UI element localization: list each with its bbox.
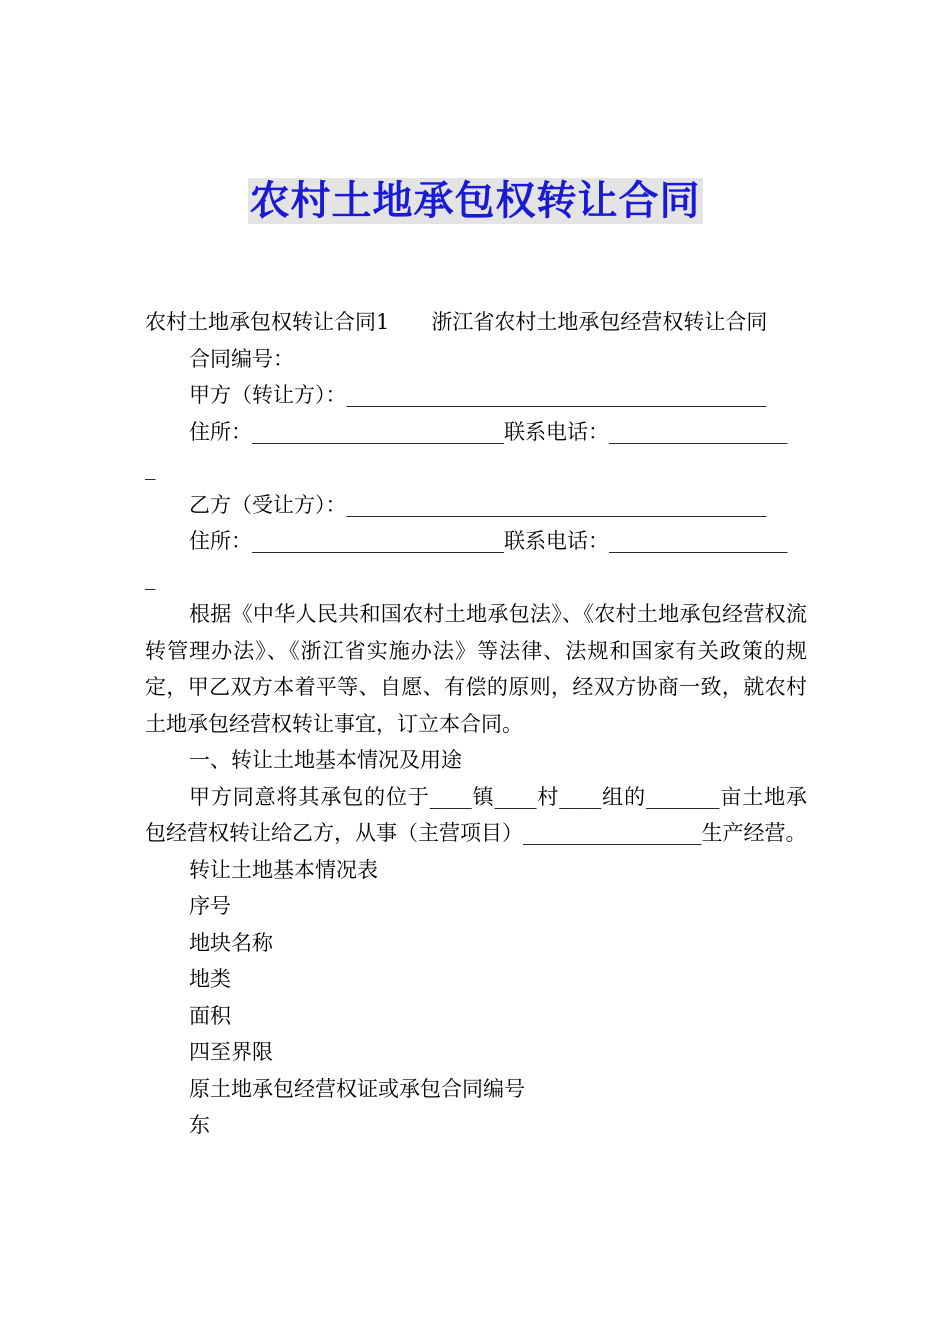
- table-field: 东: [189, 1113, 210, 1137]
- party-a-address-line: 住所：________________________联系电话：_________________: [189, 419, 788, 444]
- party-b-line: 乙方（受让方）：________________________________________: [189, 492, 767, 517]
- preamble-paragraph: 根据《中华人民共和国农村土地承包法》、《农村土地承包经营权流转管理办法》、《浙江省实施办法》等法律、法规和国家有关政策的规定，甲乙双方本着平等、自愿、有偿的原则，经双方协商一致，就农村土地承包经营权转让事宜，订立本合同。: [145, 602, 807, 736]
- document-title: 农村土地承包权转让合同: [249, 178, 701, 224]
- section-1-body: 甲方同意将其承包的位于____镇____村____组的_______亩土地承包经营权转让给乙方，从事（主营项目）_________________生产经营。: [145, 784, 807, 845]
- party-a-address-tail: _: [145, 456, 156, 480]
- party-b-address-tail: _: [145, 565, 156, 590]
- table-field: 原土地承包经营权证或承包合同编号: [189, 1076, 525, 1101]
- table-field: 地块名称: [189, 930, 273, 955]
- header-line: 农村土地承包权转让合同1 浙江省农村土地承包经营权转让合同: [145, 310, 768, 334]
- table-field: 序号: [189, 894, 231, 918]
- party-b-address-line: 住所：________________________联系电话：_________________: [189, 529, 788, 553]
- document-title-block: [0, 176, 950, 226]
- document-body: [145, 304, 807, 1144]
- table-field: 四至界限: [189, 1040, 273, 1064]
- section-1-heading: 一、转让土地基本情况及用途: [189, 748, 462, 772]
- table-field: 面积: [189, 1003, 231, 1028]
- table-field: 地类: [189, 967, 231, 991]
- table-title: 转让土地基本情况表: [189, 857, 378, 882]
- party-a-line: 甲方（转让方）：________________________________________: [189, 383, 767, 407]
- contract-number-label: 合同编号：: [189, 346, 294, 371]
